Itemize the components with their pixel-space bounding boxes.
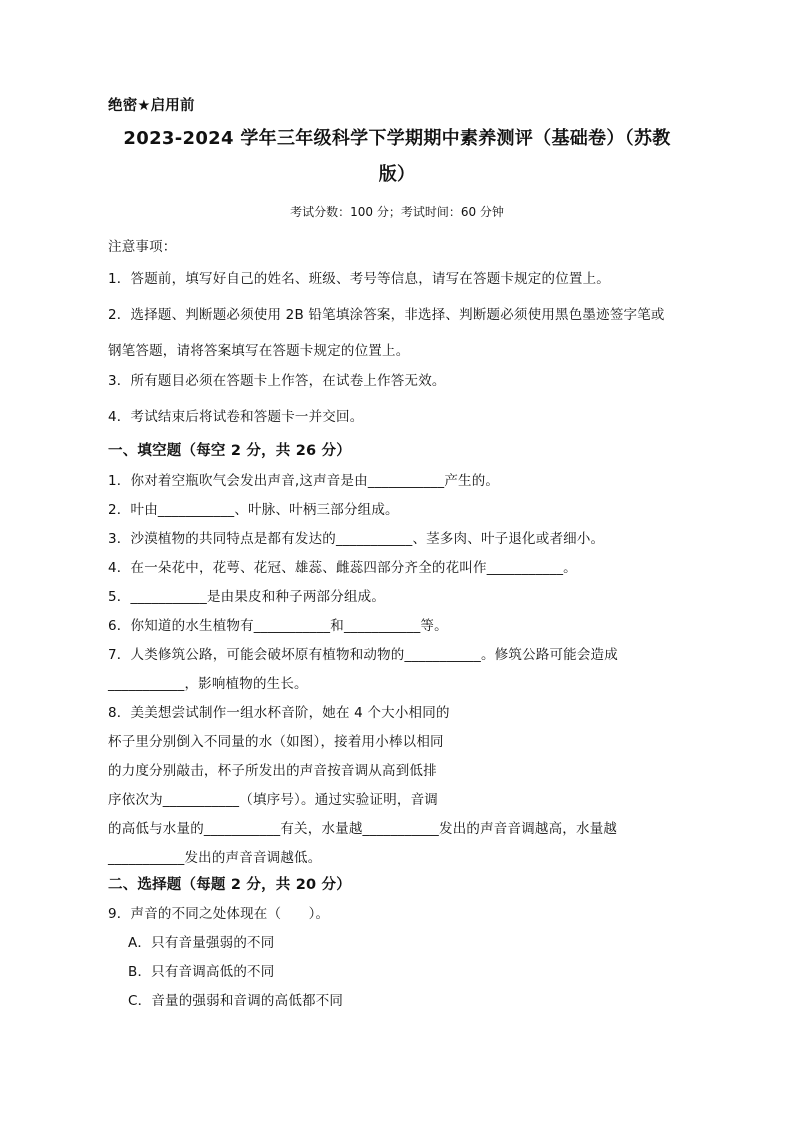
question-line: 2．叶由___________、叶脉、叶柄三部分组成。 [108,502,399,518]
notice-item: 2．选择题、判断题必须使用 2B 铅笔填涂答案，非选择、判断题必须使用黑色墨迹签字笔或 [108,307,665,323]
notice-item: 钢笔答题，请将答案填写在答题卡规定的位置上。 [108,343,410,359]
choice-option-a: A．只有音量强弱的不同 [128,935,275,951]
choice-option-b: B．只有音调高低的不同 [128,964,275,980]
question-line: 的高低与水量的___________有关，水量越___________发出的声音音调越高，水量越 [108,821,618,837]
question-line: 7．人类修筑公路，可能会破坏原有植物和动物的___________。修筑公路可能会造成 [108,647,618,663]
choice-option-c: C．音量的强弱和音调的高低都不同 [128,993,344,1009]
question-line: ___________发出的声音音调越低。 [108,850,322,866]
question-line: 4．在一朵花中，花萼、花冠、雄蕊、雌蕊四部分齐全的花叫作___________。 [108,560,577,576]
question-line: 的力度分别敲击，杯子所发出的声音按音调从高到低排 [108,763,437,779]
notice-heading: 注意事项： [108,239,177,255]
exam-title-line1: 2023-2024 学年三年级科学下学期期中素养测评（基础卷）（苏教 [123,128,671,149]
notice-item: 4．考试结束后将试卷和答题卡一并交回。 [108,409,364,425]
secret-label: 绝密★启用前 [108,98,195,114]
question-line: 1．你对着空瓶吹气会发出声音,这声音是由___________产生的。 [108,473,500,489]
question-line: 5．___________是由果皮和种子两部分组成。 [108,589,386,605]
question-line: ___________，影响植物的生长。 [108,676,308,692]
question-line: 8．美美想尝试制作一组水杯音阶，她在 4 个大小相同的 [108,705,450,721]
exam-info: 考试分数：100 分；考试时间：60 分钟 [290,205,504,219]
exam-title-line2: 版） [378,164,416,185]
question-line: 3．沙漠植物的共同特点是都有发达的___________、茎多肉、叶子退化或者细小。 [108,531,605,547]
notice-item: 1．答题前，填写好自己的姓名、班级、考号等信息，请写在答题卡规定的位置上。 [108,271,610,287]
question-line: 9．声音的不同之处体现在（ ）。 [108,906,330,922]
question-line: 序依次为___________（填序号）。通过实验证明，音调 [108,792,438,808]
section-heading-fill-blank: 一、填空题（每空 2 分，共 26 分） [108,443,351,459]
notice-item: 3．所有题目必须在答题卡上作答，在试卷上作答无效。 [108,373,446,389]
question-line: 6．你知道的水生植物有___________和___________等。 [108,618,448,634]
section-heading-multiple-choice: 二、选择题（每题 2 分，共 20 分） [108,877,351,893]
question-line: 杯子里分别倒入不同量的水（如图），接着用小棒以相同 [108,734,444,750]
